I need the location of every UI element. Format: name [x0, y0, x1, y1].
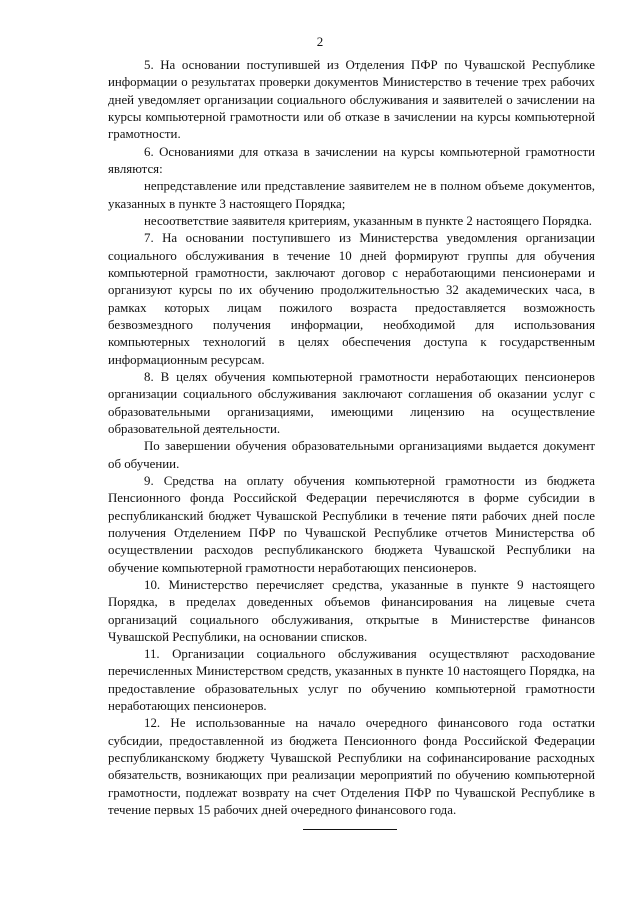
paragraph-item-11: 11. Организации социального обслуживания осуществляют расходование перечисленных Министерством средств, указанных в пункте 10 настоящего Порядка, на предоставление образовательных услуг по обучению компьютерной грамотности неработающих пенсионеров. — [108, 647, 595, 714]
paragraph-item-8-note: По завершении обучения образовательными организациями выдается документ об обучении. — [108, 439, 595, 471]
paragraph-ground-2: несоответствие заявителя критериям, указанным в пункте 2 настоящего Порядка. — [144, 213, 593, 228]
document-body — [108, 57, 595, 819]
paragraph-ground-1: непредставление или представление заявителем не в полном объеме документов, указанных в пункте 3 настоящего Порядка; — [108, 179, 595, 211]
paragraph-item-12: 12. Не использованные на начало очередного финансового года остатки субсидии, предоставленной из бюджета Пенсионного фонда Российской Федерации республиканскому бюджету Чувашской Республики на софинансирование расходных обязательств, возникающих при реализации мероприятий по обучению компьютерной грамотности, подлежат возврату на счет Отделения ПФР по Чувашской Республике в течение первых 15 рабочих дней очередного финансового года. — [108, 716, 595, 818]
paragraph-item-6: 6. Основаниями для отказа в зачислении на курсы компьютерной грамотности являются: — [108, 144, 595, 176]
end-divider-line — [303, 829, 397, 830]
paragraph-item-5: 5. На основании поступившей из Отделения ПФР по Чувашской Республике информации о результатах проверки документов Министерство в течение трех рабочих дней уведомляет организации социального обслуживания и заявителей о зачислении на курсы компьютерной грамотности или об отказе в зачислении на курсы компьютерной грамотности. — [108, 58, 595, 142]
paragraph-item-8: 8. В целях обучения компьютерной грамотности неработающих пенсионеров организации социального обслуживания заключают соглашения об оказании услуг с образовательными организациями, имеющими лицензию на осуществление образовательной деятельности. — [108, 369, 595, 436]
paragraph-item-10: 10. Министерство перечисляет средства, указанные в пункте 9 настоящего Порядка, в пределах доведенных объемов финансирования на лицевые счета организаций социального обслуживания, открытые в Министерстве финансов Чувашской Республики, на основании списков. — [108, 577, 595, 644]
paragraph-item-7: 7. На основании поступившего из Министерства уведомления организации социального обслуживания в течение 10 дней формируют группы для обучения компьютерной грамотности, заключают договор с неработающими пенсионерами и организуют курсы по их обучению продолжительностью 32 академических часа, в рамках которых лицам пожилого возраста предоставляется возможность безвозмездного получения информации, необходимой для использования компьютерных технологий в целях обеспечения доступа к государственным информационным ресурсам. — [108, 231, 595, 367]
page-number: 2 — [316, 34, 324, 49]
paragraph-item-9: 9. Средства на оплату обучения компьютерной грамотности из бюджета Пенсионного фонда Российской Федерации перечисляются в форме субсидии в республиканский бюджет Чувашской Республики в течение пяти рабочих дней после получения Отделением ПФР по Чувашской Республике отчетов Министерства об осуществлении расходов республиканского бюджета Чувашской Республики на обучение компьютерной грамотности неработающих пенсионеров. — [108, 473, 595, 575]
